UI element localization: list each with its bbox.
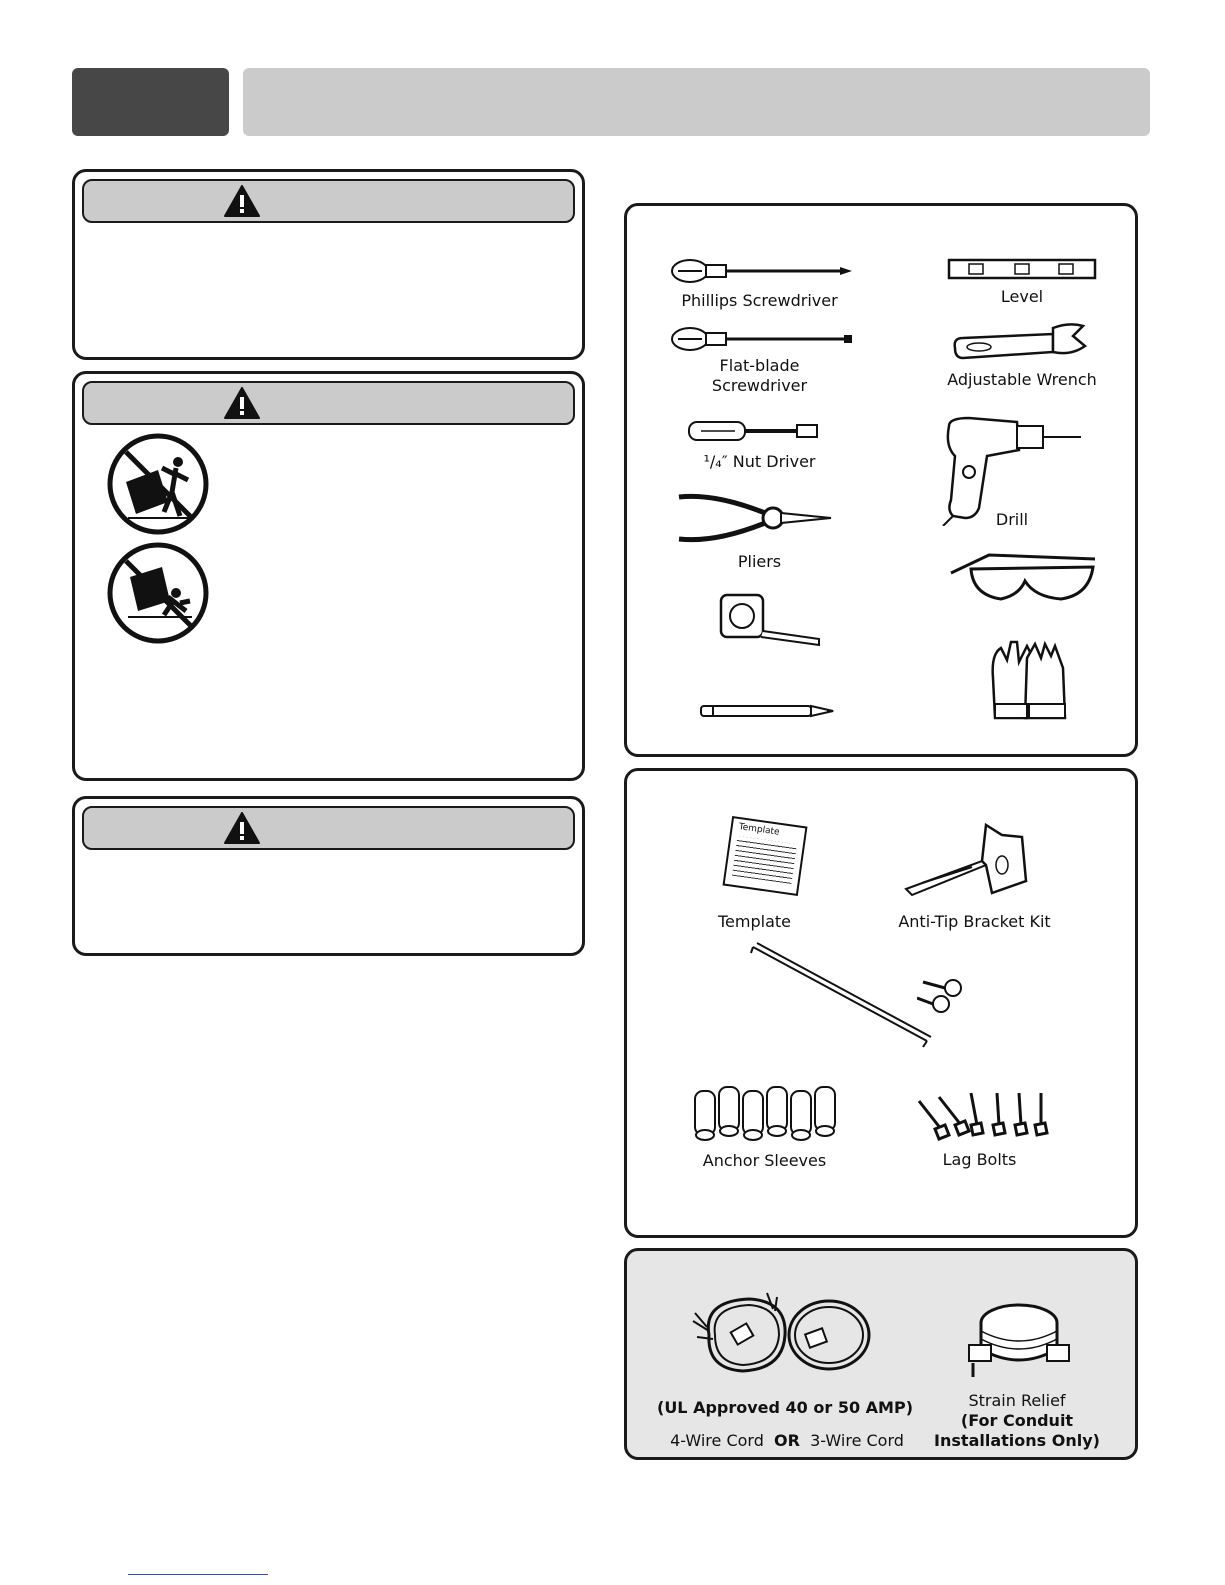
gloves-icon [987,638,1072,723]
section-number-tab [72,68,229,136]
template-cover-text: Template [738,822,781,838]
warning-triangle-icon [224,387,260,419]
section-title-bar [243,68,1150,136]
anti-tip-bracket-icon [902,821,1037,901]
cord-box [624,1248,1138,1460]
or-label: OR [774,1431,800,1450]
three-wire-label: 3-Wire Cord [810,1431,904,1450]
conduit-label-line2: Installations Only) [934,1431,1100,1450]
pencil-icon [699,701,839,721]
warning-header [82,179,575,223]
warning-header [82,806,575,850]
strain-relief-label: Strain Relief [968,1391,1066,1410]
drill-label: Drill [995,510,1029,529]
warning-header [82,381,575,425]
power-cords-icon [689,1291,879,1381]
nut-driver-label: ¹/₄″ Nut Driver [703,452,816,471]
level-label: Level [1000,287,1044,306]
flat-label-line1: Flat-blade [719,356,800,375]
nut-driver-icon [687,418,822,444]
cord-approved-label: (UL Approved 40 or 50 AMP) [657,1398,914,1417]
parts-box [624,768,1138,1238]
tape-measure-icon [717,591,827,651]
four-wire-label: 4-Wire Cord [670,1431,764,1450]
no-tip-over-icon [106,541,210,645]
bracket-label: Anti-Tip Bracket Kit [898,912,1051,931]
flat-screwdriver-icon [670,324,855,354]
no-stand-on-door-icon [106,432,210,536]
warning-triangle-icon [224,812,260,844]
template-label: Template [717,912,791,931]
level-icon [947,256,1097,282]
pliers-label: Pliers [737,552,782,571]
wrench-label: Adjustable Wrench [947,370,1097,389]
flat-label-line2: Screwdriver [711,376,808,395]
pliers-icon [675,491,835,546]
warning-box-3 [72,796,585,956]
anchor-sleeves-icon [691,1083,841,1143]
phillips-screwdriver-icon [670,256,855,286]
screws-icon [917,976,967,1016]
warning-triangle-icon [224,185,260,217]
conduit-label-line1: (For Conduit [960,1411,1074,1430]
warning-box-1 [72,169,585,360]
phillips-label: Phillips Screwdriver [681,291,838,310]
template-icon [722,816,807,896]
safety-glasses-icon [949,551,1099,606]
anchors-label: Anchor Sleeves [702,1151,827,1170]
adjustable-wrench-icon [949,318,1094,363]
lag-bolts-icon [915,1089,1060,1144]
lag-bolts-label: Lag Bolts [942,1150,1017,1169]
cord-type-label [647,1431,927,1451]
warning-box-2 [72,371,585,781]
tools-box [624,203,1138,757]
footer-link-underline[interactable] [128,1574,268,1575]
strain-relief-icon [967,1301,1072,1381]
